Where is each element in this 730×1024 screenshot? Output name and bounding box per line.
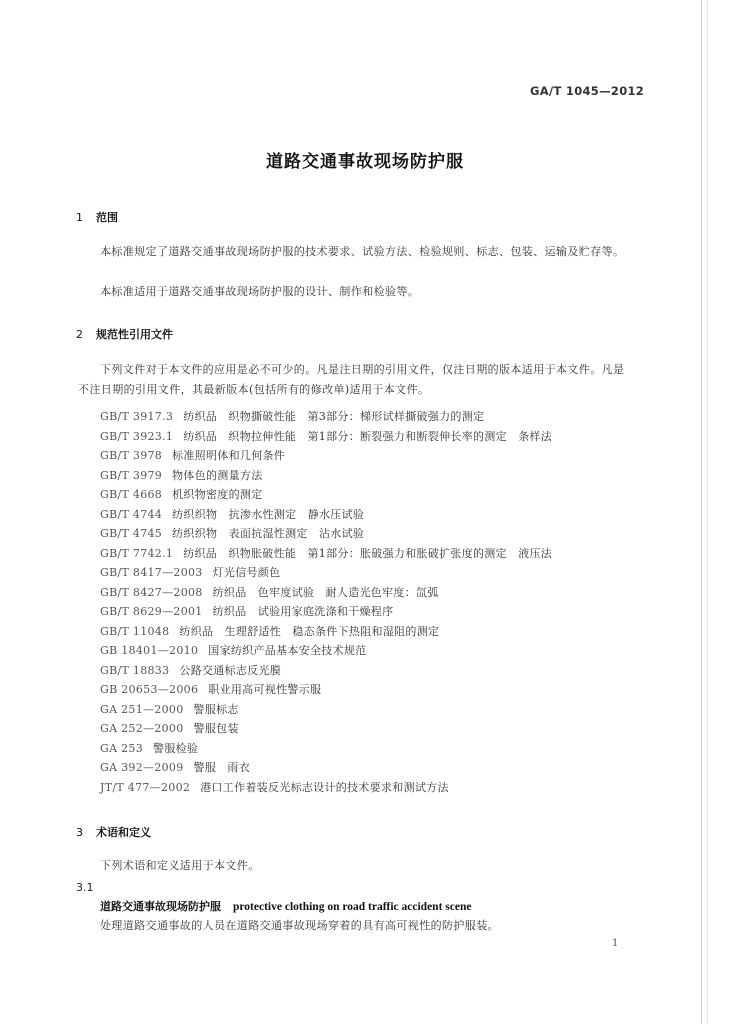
reference-title: 警服标志: [193, 702, 239, 716]
reference-item: [100, 505, 552, 525]
scope-paragraph-2: 本标准适用于道路交通事故现场防护服的设计、制作和检验等。: [100, 285, 420, 298]
document-title: 道路交通事故现场防护服: [266, 152, 464, 172]
section-title: 范围: [96, 211, 118, 224]
reference-code: GB/T 3978: [100, 449, 163, 462]
reference-item: [100, 583, 552, 603]
reference-title: 纺织品 色牢度试验 耐人造光色牢度：氙弧: [212, 585, 439, 599]
reference-code: GB/T 8417—2003: [100, 566, 203, 579]
term-chinese: 道路交通事故现场防护服: [100, 900, 221, 913]
reference-code: GB 18401—2010: [100, 644, 199, 657]
standard-code: GA/T 1045—2012: [530, 84, 645, 98]
reference-code: GA 253: [100, 741, 144, 755]
reference-title: 纺织品 试验用家庭洗涤和干燥程序: [212, 605, 394, 618]
reference-code: GB/T 4744: [100, 507, 163, 521]
reference-title: 纺织品 生理舒适性 稳态条件下热阻和湿阻的测定: [179, 624, 440, 638]
reference-list: [100, 407, 552, 797]
reference-code: GB/T 8427—2008: [100, 585, 203, 599]
reference-title: 纺织品 织物拉伸性能 第1部分：断裂强力和断裂伸长率的测定 条样法: [183, 429, 553, 443]
reference-item: [100, 485, 552, 505]
term-english: protective clothing on road traffic accident scene: [233, 901, 472, 913]
reference-title: 警服检验: [153, 741, 199, 755]
reference-item: [100, 641, 552, 661]
section-1-heading: [76, 209, 118, 225]
reference-item: [100, 427, 552, 447]
reference-code: GB/T 3923.1: [100, 429, 174, 443]
reference-code: GB/T 4745: [100, 527, 163, 540]
reference-title: 公路交通标志反光膜: [179, 663, 282, 677]
reference-item: [100, 544, 552, 564]
section-number: 2: [76, 328, 83, 341]
reference-code: GB/T 4668: [100, 488, 163, 501]
reference-item: [100, 602, 552, 622]
reference-item: [100, 407, 552, 427]
reference-code: GB/T 3917.3: [100, 410, 174, 423]
term-definition: 处理道路交通事故的人员在道路交通事故现场穿着的具有高可视性的防护服装。: [100, 919, 499, 932]
page-number: 1: [612, 938, 619, 949]
reference-title: 国家纺织产品基本安全技术规范: [208, 644, 367, 657]
reference-item: [100, 739, 552, 759]
reference-item: [100, 719, 552, 739]
reference-item: [100, 758, 552, 778]
reference-item: [100, 680, 552, 700]
reference-code: GA 252—2000: [100, 722, 184, 735]
reference-title: 物体色的测量方法: [172, 468, 263, 482]
reference-title: 警服包装: [193, 722, 239, 735]
reference-code: GB 20653—2006: [100, 683, 199, 696]
reference-title: 纺织织物 表面抗湿性测定 沾水试验: [172, 527, 365, 540]
reference-code: GB/T 7742.1: [100, 546, 174, 560]
reference-title: 警服 雨衣: [193, 761, 251, 774]
reference-code: GA 251—2000: [100, 702, 184, 716]
terms-intro: 下列术语和定义适用于本文件。: [100, 859, 260, 872]
section-2-heading: [76, 326, 173, 342]
reference-item: [100, 466, 552, 486]
reference-item: [100, 446, 552, 466]
reference-code: JT/T 477—2002: [100, 780, 191, 794]
term-entry: [100, 898, 471, 914]
reference-item: [100, 524, 552, 544]
section-title: 术语和定义: [96, 826, 151, 839]
section-3-heading: [76, 824, 151, 840]
reference-item: [100, 622, 552, 642]
section-title: 规范性引用文件: [96, 328, 173, 341]
section-number: 1: [76, 211, 83, 224]
reference-title: 纺织品 织物撕破性能 第3部分：梯形试样撕破强力的测定: [183, 410, 485, 423]
reference-title: 纺织品 织物胀破性能 第1部分：胀破强力和胀破扩张度的测定 液压法: [183, 546, 553, 560]
term-entry-number: 3.1: [76, 881, 94, 894]
reference-code: GB/T 8629—2001: [100, 605, 203, 618]
reference-code: GB/T 3979: [100, 468, 163, 482]
section-number: 3: [76, 826, 83, 839]
reference-title: 标准照明体和几何条件: [172, 449, 286, 462]
reference-title: 职业用高可视性警示服: [208, 683, 322, 696]
reference-title: 机织物密度的测定: [172, 488, 263, 501]
reference-item: [100, 563, 552, 583]
reference-code: GB/T 18833: [100, 663, 170, 677]
reference-item: [100, 700, 552, 720]
reference-code: GB/T 11048: [100, 624, 170, 638]
reference-title: 纺织织物 抗渗水性测定 静水压试验: [172, 507, 365, 521]
reference-title: 灯光信号颜色: [212, 566, 281, 579]
scope-paragraph-1: 本标准规定了道路交通事故现场防护服的技术要求、试验方法、检验规则、标志、包装、运输及贮存等。: [100, 245, 625, 258]
reference-item: [100, 778, 552, 798]
reference-code: GA 392—2009: [100, 761, 184, 774]
references-intro: 下列文件对于本文件的应用是必不可少的。凡是注日期的引用文件，仅注日期的版本适用于本文件。凡是不注日期的引用文件，其最新版本(包括所有的修改单)适用于本文件。: [78, 363, 625, 396]
reference-title: 港口工作着装反光标志设计的技术要求和测试方法: [200, 780, 449, 794]
reference-item: [100, 661, 552, 681]
